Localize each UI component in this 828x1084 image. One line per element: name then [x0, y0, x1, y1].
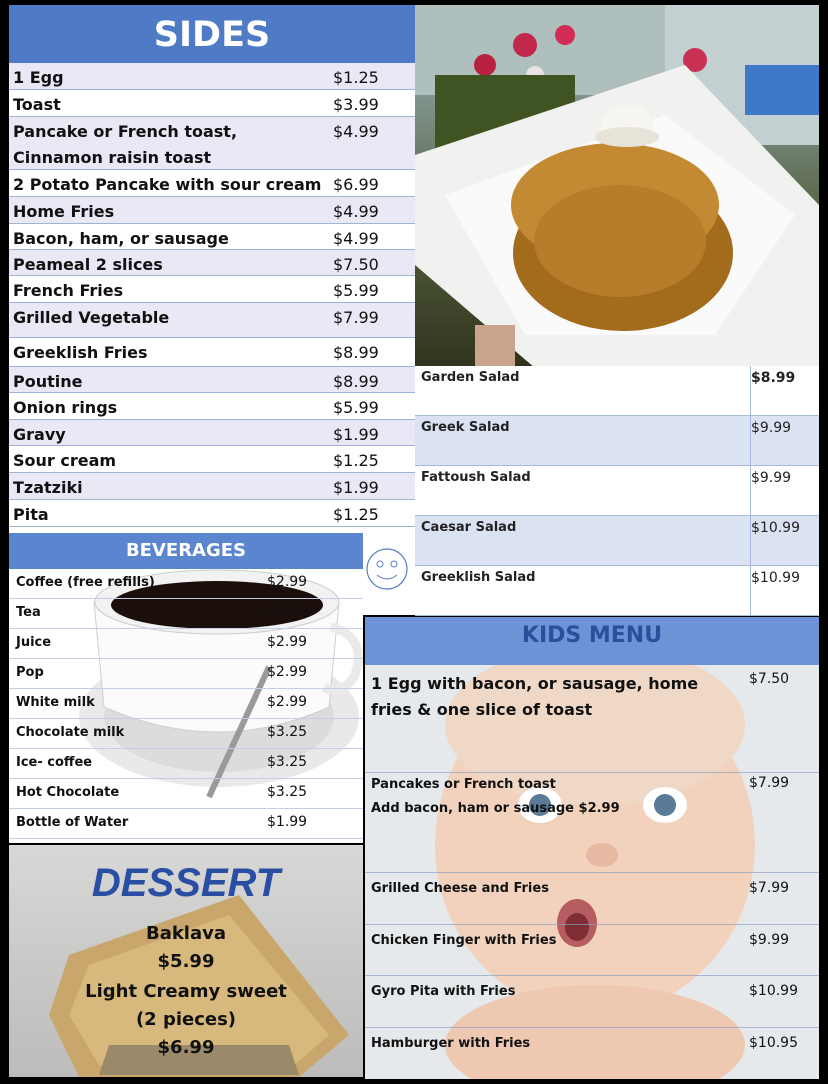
potato-pancake-photo — [415, 5, 819, 368]
item-note: Add bacon, ham or sausage $2.99 — [371, 801, 620, 816]
dessert-line: $5.99 — [157, 951, 215, 972]
item-name: Garden Salad — [421, 370, 520, 385]
item-name: Fattoush Salad — [421, 470, 531, 485]
beverage-row — [9, 629, 363, 659]
item-price: $10.99 — [751, 520, 800, 536]
sides-title: SIDES — [9, 5, 415, 63]
beverages-title: BEVERAGES — [9, 533, 363, 569]
menu-row — [9, 90, 415, 117]
item-price: $4.99 — [333, 122, 379, 141]
kids-row — [365, 873, 819, 925]
smiley-box — [363, 527, 415, 615]
salad-row — [415, 566, 819, 616]
dessert-line: (2 pieces) — [135, 1009, 237, 1030]
menu-row — [9, 170, 415, 197]
smiley-icon — [363, 527, 415, 615]
item-price: $2.99 — [267, 664, 308, 680]
item-price: $5.99 — [333, 281, 379, 300]
item-price: $4.99 — [333, 202, 379, 221]
item-name: Chocolate milk — [16, 725, 125, 740]
kids-row — [365, 976, 819, 1028]
dessert-line: $6.99 — [157, 1037, 215, 1058]
item-name: Gravy — [13, 425, 66, 444]
item-name: Pancake or French toast, Cinnamon raisin toast — [13, 122, 238, 167]
item-name: French Fries — [13, 281, 124, 300]
salads-panel — [415, 366, 819, 616]
item-price: $6.99 — [333, 175, 379, 194]
item-price: $7.50 — [333, 255, 379, 274]
item-name: Tea — [16, 605, 41, 620]
beverage-row — [9, 779, 363, 809]
item-price: $1.25 — [333, 451, 379, 470]
item-name: White milk — [16, 695, 95, 710]
item-name: Toast — [13, 95, 61, 114]
item-price: $2.99 — [267, 694, 308, 710]
kids-row — [365, 665, 819, 773]
item-price: $7.50 — [749, 671, 790, 687]
item-price: $3.25 — [267, 754, 308, 770]
item-name: Pop — [16, 665, 44, 680]
item-price: $4.99 — [333, 229, 379, 248]
salad-row — [415, 466, 819, 516]
item-price: $2.99 — [267, 634, 308, 650]
beverage-row — [9, 809, 363, 839]
item-price: $2.99 — [267, 574, 308, 590]
item-name: Grilled Cheese and Fries — [371, 881, 549, 896]
item-name: Home Fries — [13, 202, 115, 221]
item-price: $10.99 — [751, 570, 800, 586]
item-name: Hamburger with Fries — [371, 1036, 531, 1051]
item-price: $9.99 — [749, 932, 790, 948]
item-name: 1 Egg with bacon, or sausage, home fries & one slice of toast — [371, 674, 699, 719]
item-price: $8.99 — [333, 343, 379, 362]
menu-row — [9, 338, 415, 367]
kids-menu-title: KIDS MENU — [365, 617, 819, 665]
kids-row — [365, 773, 819, 873]
item-price: $5.99 — [333, 398, 379, 417]
beverage-row — [9, 569, 363, 599]
item-price: $7.99 — [333, 308, 379, 327]
item-price: $3.25 — [267, 724, 308, 740]
sides-panel — [9, 5, 415, 527]
menu-row — [9, 197, 415, 224]
item-name: Caesar Salad — [421, 520, 517, 535]
beverage-row — [9, 659, 363, 689]
item-name: Pancakes or French toast — [371, 777, 556, 792]
item-price: $10.99 — [749, 983, 798, 999]
item-name: Grilled Vegetable — [13, 308, 170, 327]
dessert-line: Baklava — [145, 923, 227, 944]
item-price: $9.99 — [751, 420, 792, 436]
salad-row — [415, 416, 819, 466]
item-price: $2.99 — [267, 604, 308, 620]
salad-row — [415, 516, 819, 566]
item-name: Ice- coffee — [16, 755, 93, 770]
item-price: $1.99 — [333, 478, 379, 497]
item-name: Coffee (free refills) — [16, 575, 155, 590]
item-name: Chicken Finger with Fries — [371, 933, 557, 948]
item-name: Peameal 2 slices — [13, 255, 163, 274]
menu-row — [9, 446, 415, 473]
item-price: $3.25 — [267, 784, 308, 800]
item-name: Hot Chocolate — [16, 785, 120, 800]
beverage-row — [9, 689, 363, 719]
item-price: $1.99 — [333, 425, 379, 444]
menu-row — [9, 250, 415, 276]
item-name: Greek Salad — [421, 420, 510, 435]
beverage-row — [9, 749, 363, 779]
dessert-title: DESSERT — [91, 861, 281, 905]
menu-row — [9, 473, 415, 500]
item-price: $8.99 — [751, 370, 796, 386]
menu-row — [9, 303, 415, 338]
kids-row — [365, 1028, 819, 1079]
item-price: $3.99 — [333, 95, 379, 114]
item-name: Tzatziki — [13, 478, 83, 497]
item-name: Juice — [16, 635, 52, 650]
item-name: Poutine — [13, 372, 83, 391]
kids-menu-panel — [365, 617, 819, 1079]
potato-pancake-illustration — [415, 5, 819, 368]
menu-row — [9, 276, 415, 303]
item-name: 1 Egg — [13, 68, 64, 87]
menu-row — [9, 420, 415, 446]
salad-row — [415, 366, 819, 416]
item-name: Bottle of Water — [16, 815, 129, 830]
item-name: Onion rings — [13, 398, 118, 417]
item-name: Pita — [13, 505, 49, 524]
menu-row — [9, 500, 415, 527]
item-name: Sour cream — [13, 451, 117, 470]
menu-row — [9, 367, 415, 393]
kids-row — [365, 925, 819, 976]
menu-row — [9, 393, 415, 420]
item-price: $1.25 — [333, 505, 379, 524]
item-price: $9.99 — [751, 470, 792, 486]
item-price: $10.95 — [749, 1035, 798, 1051]
item-price: $8.99 — [333, 372, 379, 391]
item-price: $7.99 — [749, 880, 790, 896]
menu-row — [9, 63, 415, 90]
item-price: $1.99 — [267, 814, 308, 830]
menu-row — [9, 224, 415, 250]
beverages-panel — [9, 527, 363, 843]
item-name: Greeklish Fries — [13, 343, 148, 362]
beverage-row — [9, 719, 363, 749]
menu-row — [9, 117, 415, 170]
beverage-row — [9, 599, 363, 629]
item-price: $7.99 — [749, 775, 790, 791]
item-name: Bacon, ham, or sausage — [13, 229, 229, 248]
item-price: $1.25 — [333, 68, 379, 87]
item-name: Gyro Pita with Fries — [371, 984, 516, 999]
item-name: Greeklish Salad — [421, 570, 536, 585]
dessert-line: Light Creamy sweet — [85, 981, 287, 1002]
dessert-panel — [9, 845, 363, 1077]
item-name: 2 Potato Pancake with sour cream — [13, 175, 322, 194]
